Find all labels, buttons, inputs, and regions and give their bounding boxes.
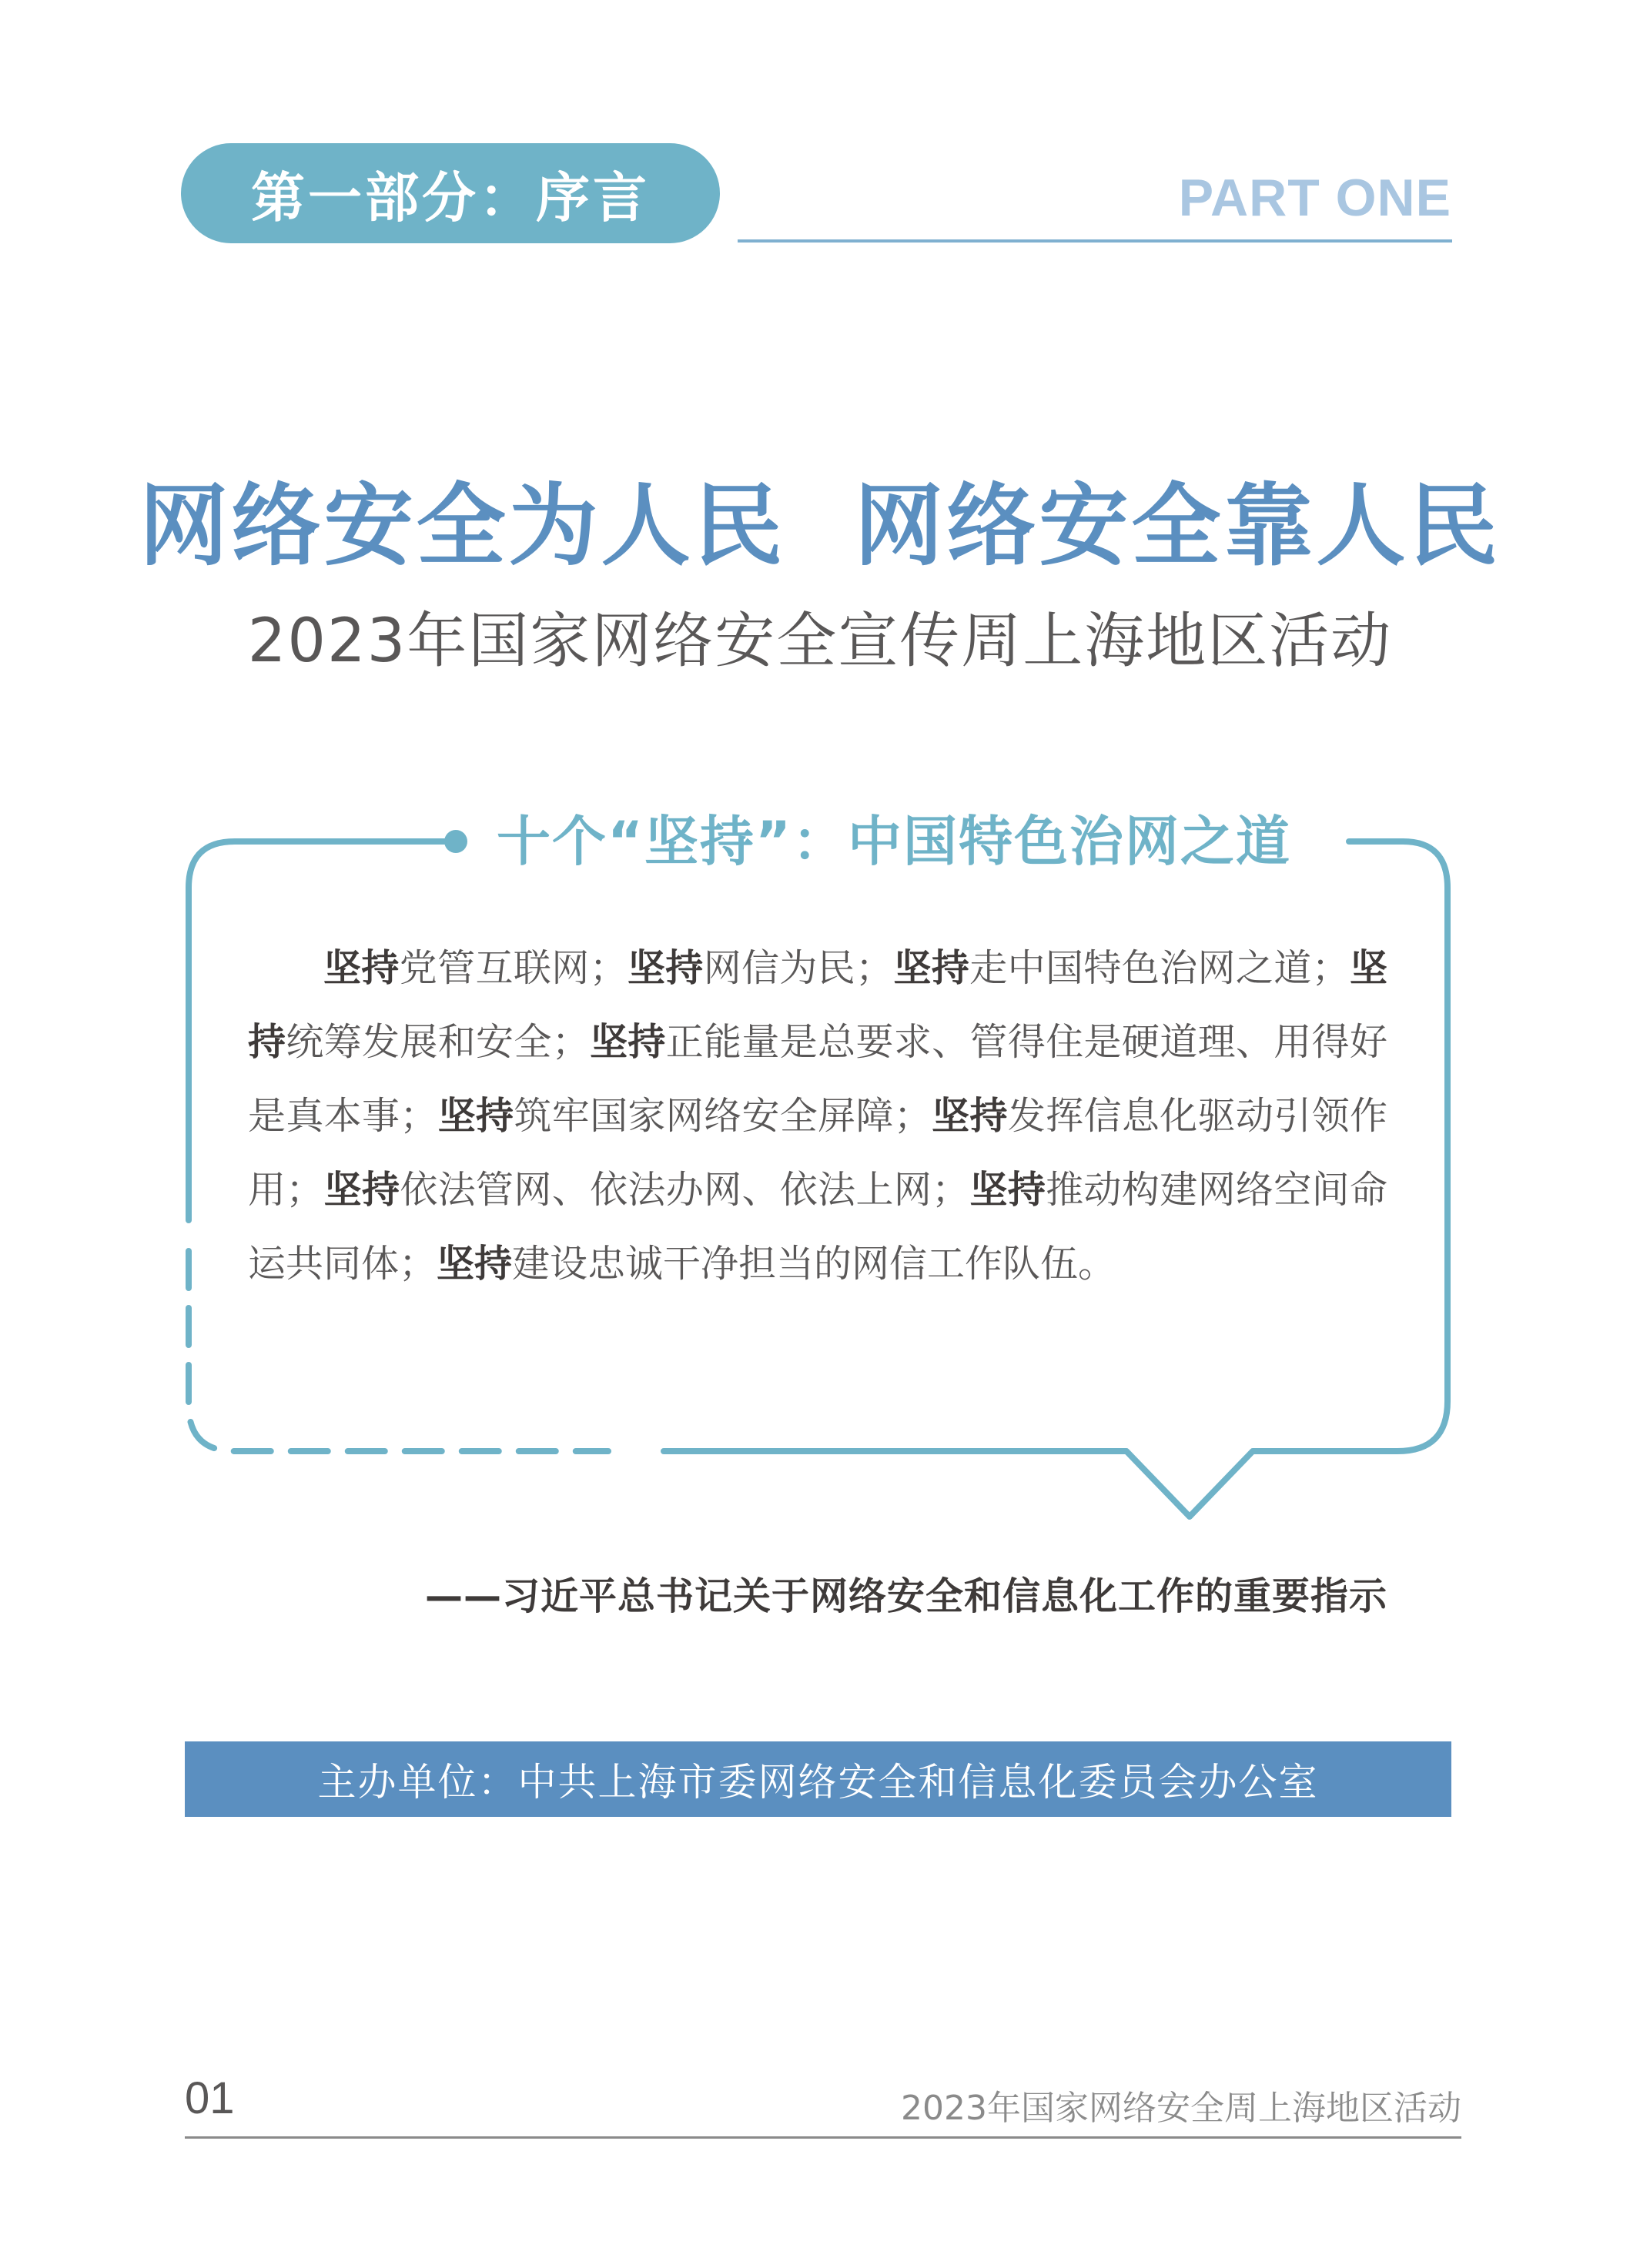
bubble-title: 十个“坚持”：中国特色治网之道 bbox=[497, 810, 1292, 873]
body-text: 党管互联网； bbox=[399, 946, 628, 990]
subheadline: 2023年国家网络安全宣传周上海地区活动 bbox=[247, 607, 1393, 676]
body-text: 正能量是总要求、管得住是硬道理、用得好是真本事； bbox=[248, 1020, 1387, 1138]
section-title: 第一部分：序言 bbox=[181, 143, 720, 243]
footer-divider bbox=[185, 2136, 1461, 2139]
keyword-emphasis: 坚持 bbox=[323, 1168, 400, 1212]
body-text: 走中国特色治网之道； bbox=[969, 946, 1350, 990]
keyword-emphasis: 坚持 bbox=[437, 1094, 514, 1138]
keyword-emphasis: 坚持 bbox=[893, 946, 970, 990]
attribution: ——习近平总书记关于网络安全和信息化工作的重要指示 bbox=[424, 1574, 1387, 1618]
keyword-emphasis: 坚持 bbox=[969, 1168, 1046, 1212]
part-label: PART ONE bbox=[1178, 169, 1451, 227]
body-text: 筑牢国家网络安全屏障； bbox=[514, 1094, 932, 1138]
keyword-emphasis: 坚持 bbox=[931, 1094, 1008, 1138]
page-number: 01 bbox=[185, 2073, 235, 2123]
body-text: 建设忠诚干净担当的网信工作队伍。 bbox=[512, 1242, 1116, 1286]
body-text: 推动构建网络空间命运共同体； bbox=[248, 1168, 1387, 1286]
body-text: 统筹发展和安全； bbox=[286, 1020, 590, 1064]
headline: 网络安全为人民 网络安全靠人民 bbox=[139, 474, 1501, 578]
keyword-emphasis: 坚持 bbox=[248, 946, 1387, 1064]
organizer-banner: 主办单位：中共上海市委网络安全和信息化委员会办公室 bbox=[185, 1741, 1451, 1817]
keyword-emphasis: 坚持 bbox=[323, 946, 400, 990]
bubble-body bbox=[248, 932, 1387, 1301]
body-text: 发挥信息化驱动引领作用； bbox=[248, 1094, 1387, 1212]
keyword-emphasis: 坚持 bbox=[589, 1020, 666, 1064]
footer-title: 2023年国家网络安全周上海地区活动 bbox=[901, 2089, 1461, 2128]
body-text: 网信为民； bbox=[703, 946, 894, 990]
body-text: 依法管网、依法办网、依法上网； bbox=[400, 1168, 970, 1212]
keyword-emphasis: 坚持 bbox=[437, 1242, 513, 1286]
keyword-emphasis: 坚持 bbox=[627, 946, 704, 990]
